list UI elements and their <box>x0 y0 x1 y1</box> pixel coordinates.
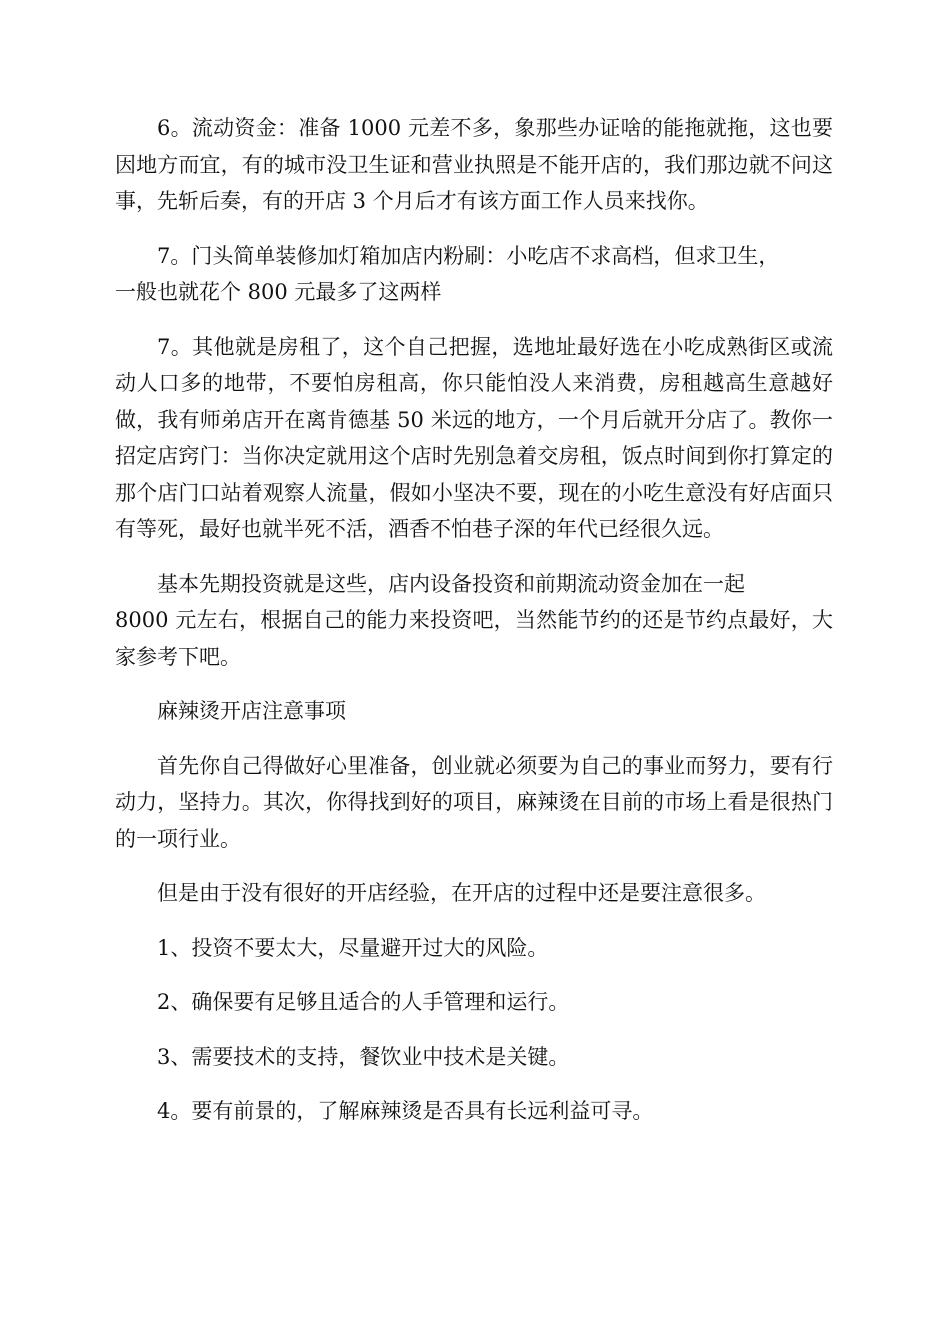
paragraph-investment-summary: 基本先期投资就是这些，店内设备投资和前期流动资金加在一起 8000 元左右，根据自己的能力来投资吧，当然能节约的还是节约点最好，大家参考下吧。 <box>115 571 833 669</box>
paragraph-storefront-decoration: 7。门头简单装修加灯箱加店内粉刷：小吃店不求高档，但求卫生， 一般也就花个 800 元最多了这两样 <box>115 243 780 304</box>
paragraph-rent: 7。其他就是房租了，这个自己把握，选地址最好选在小吃成熟街区或流动人口多的地带，不要怕房租高，你只能怕没人来消费，房租越高生意越好做，我有师弟店开在离肯德基 50 米远的地方，一个月后就开分店了。教你一招定店窍门：当你决定就用这个店时先别急着交房租，饭点时间到你打算定的那个店门口站着观察人流量，假如小坚决不要，现在的小吃生意没有好店面只有等死，最好也就半死不活，酒香不怕巷子深的年代已经很久远。 <box>115 334 833 541</box>
list-item: 4。要有前景的，了解麻辣烫是否具有长远利益可寻。 <box>157 1099 654 1123</box>
paragraph-working-capital: 6。流动资金：准备 1000 元差不多，象那些办证啥的能拖就拖，这也要因地方而宜，有的城市没卫生证和营业执照是不能开店的，我们那边就不问这事，先斩后奏，有的开店 3 个月后才有该方面工作人员来找你。 <box>115 116 833 213</box>
list-item: 3、需要技术的支持，餐饮业中技术是关键。 <box>157 1044 570 1069</box>
section-heading: 麻辣烫开店注意事项 <box>157 699 346 723</box>
document-page <box>115 110 833 1148</box>
paragraph-experience: 但是由于没有很好的开店经验，在开店的过程中还是要注意很多。 <box>157 881 766 905</box>
paragraph-preparation: 首先你自己得做好心里准备，创业就必须要为自己的事业而努力，要有行动力，坚持力。其次，你得找到好的项目，麻辣烫在目前的市场上看是很热门的一项行业。 <box>115 753 833 851</box>
list-item: 2、确保要有足够且适合的人手管理和运行。 <box>157 990 570 1014</box>
list-item: 1、投资不要太大，尽量避开过大的风险。 <box>157 935 549 960</box>
